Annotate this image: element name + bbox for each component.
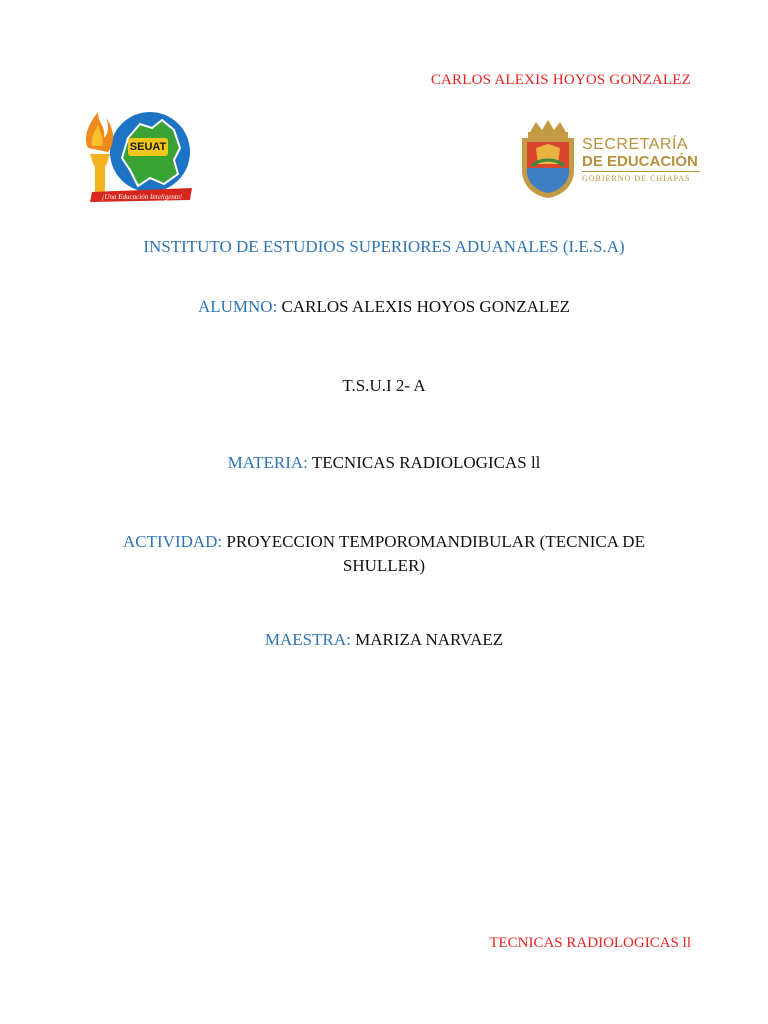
group-code: T.S.U.I 2- A: [342, 376, 426, 395]
secretaria-line1: SECRETARÍA: [582, 136, 689, 153]
alumno-value: CARLOS ALEXIS HOYOS GONZALEZ: [281, 297, 571, 316]
footer-subject: TECNICAS RADIOLOGICAS ll: [489, 935, 691, 951]
seuat-torch-logo-icon: [78, 108, 198, 204]
secretaria-line3: GOBIERNO DE CHIAPAS: [582, 174, 691, 183]
actividad-value-line2: SHULLER): [342, 556, 426, 575]
institute-name: INSTITUTO DE ESTUDIOS SUPERIORES ADUANALES (I.E.S.A): [143, 237, 625, 256]
alumno-line: [0, 297, 768, 317]
actividad-value-line1: PROYECCION TEMPOROMANDIBULAR (TECNICA DE: [226, 532, 645, 551]
seuat-logo: [78, 108, 198, 204]
alumno-label: ALUMNO:: [197, 297, 278, 316]
maestra-value: MARIZA NARVAEZ: [355, 630, 504, 649]
actividad-label: ACTIVIDAD:: [123, 532, 223, 551]
secretaria-divider: [582, 171, 700, 172]
maestra-label: MAESTRA:: [264, 630, 351, 649]
materia-value: TECNICAS RADIOLOGICAS ll: [311, 453, 541, 472]
header-student-name: CARLOS ALEXIS HOYOS GONZALEZ: [430, 72, 691, 88]
seuat-wordmark: SEUAT: [128, 138, 168, 156]
chiapas-coat-of-arms-icon: [518, 118, 578, 200]
secretaria-line2: DE EDUCACIÓN: [582, 153, 698, 170]
secretaria-educacion-logo: [518, 118, 702, 200]
actividad-line: [0, 530, 768, 578]
materia-label: MATERIA:: [227, 453, 308, 472]
maestra-line: [0, 630, 768, 650]
seuat-slogan: ¡Una Educación Inteligente!: [101, 193, 183, 201]
materia-line: [0, 453, 768, 473]
